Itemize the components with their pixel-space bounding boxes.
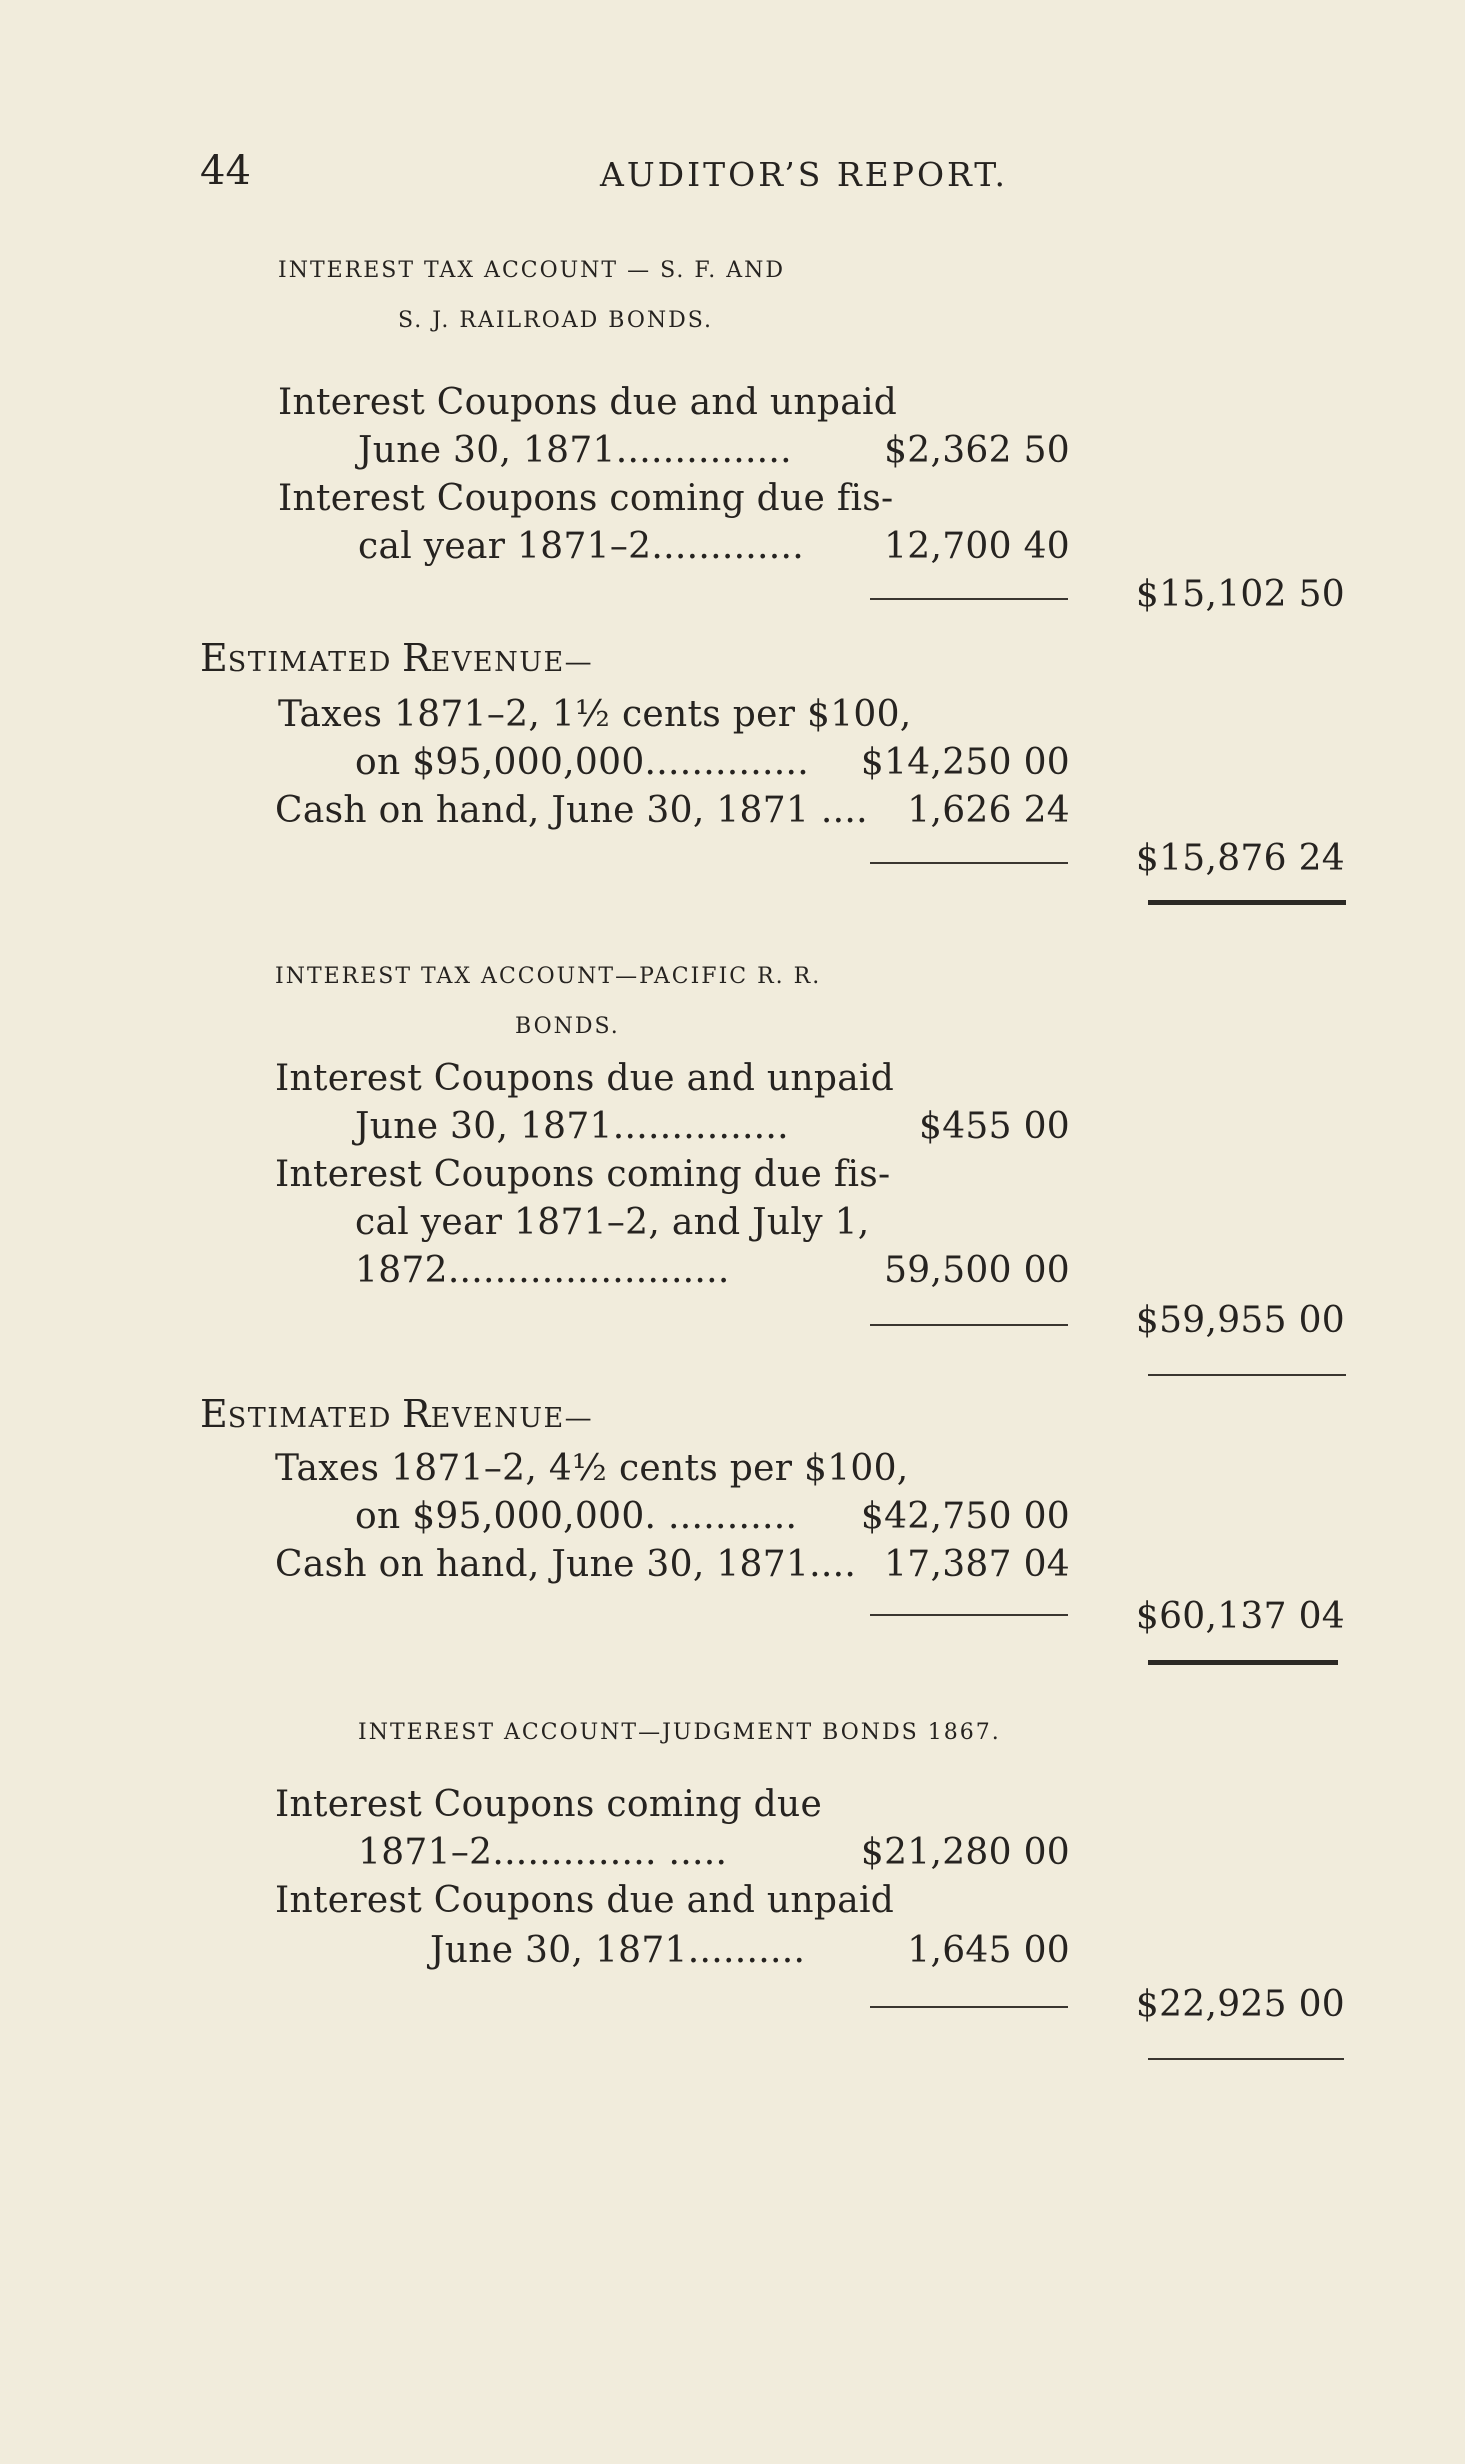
- section-total: $15,102 50: [1135, 574, 1345, 615]
- item-amount: 17,387 04: [884, 1544, 1070, 1585]
- item-line: cal year 1871–2.............: [358, 526, 805, 567]
- section-total: $60,137 04: [1135, 1596, 1345, 1637]
- subtotal-rule: [870, 598, 1068, 600]
- section-total: $59,955 00: [1135, 1300, 1345, 1341]
- item-line: Interest Coupons coming due fis-: [278, 478, 894, 519]
- subtotal-rule: [870, 1614, 1068, 1616]
- section-title-pacific-line2: BONDS.: [515, 1014, 620, 1039]
- item-line: June 30, 1871...............: [358, 430, 792, 471]
- subtotal-rule: [870, 1324, 1068, 1326]
- revenue-heading: ESTIMATED REVENUE—: [200, 1392, 594, 1436]
- item-line: on $95,000,000..............: [355, 742, 809, 783]
- revenue-heading: ESTIMATED REVENUE—: [200, 636, 594, 680]
- item-amount: 12,700 40: [884, 526, 1070, 567]
- item-line: on $95,000,000. ...........: [355, 1496, 798, 1537]
- item-line: Interest Coupons coming due fis-: [275, 1154, 891, 1195]
- page-number: 44: [200, 148, 251, 194]
- item-amount: 59,500 00: [884, 1250, 1070, 1291]
- subtotal-rule: [870, 2006, 1068, 2008]
- item-line: 1872........................: [355, 1250, 730, 1291]
- item-line: June 30, 1871..........: [430, 1930, 806, 1971]
- total-double-rule: [1148, 900, 1346, 905]
- item-amount: $42,750 00: [860, 1496, 1070, 1537]
- item-amount: 1,626 24: [907, 790, 1070, 831]
- item-amount: $14,250 00: [860, 742, 1070, 783]
- section-title-sf-sj-line2: S. J. RAILROAD BONDS.: [398, 308, 714, 333]
- item-amount: $21,280 00: [860, 1832, 1070, 1873]
- item-line: Interest Coupons coming due: [275, 1784, 823, 1825]
- item-line: Interest Coupons due and unpaid: [275, 1058, 895, 1099]
- item-line: Cash on hand, June 30, 1871....: [275, 1544, 857, 1585]
- item-line: Interest Coupons due and unpaid: [275, 1880, 895, 1921]
- item-line: Taxes 1871–2, 4½ cents per $100,: [275, 1448, 909, 1489]
- section-total: $15,876 24: [1135, 838, 1345, 879]
- item-line: Taxes 1871–2, 1½ cents per $100,: [278, 694, 912, 735]
- section-title-pacific-line1: INTEREST TAX ACCOUNT—PACIFIC R. R.: [275, 964, 822, 989]
- total-double-rule: [1148, 1660, 1338, 1665]
- item-line: cal year 1871–2, and July 1,: [355, 1202, 870, 1243]
- item-line: 1871–2.............. .....: [358, 1832, 728, 1873]
- item-amount: $455 00: [919, 1106, 1070, 1147]
- total-rule: [1148, 2058, 1344, 2060]
- page-header-title: AUDITOR’S REPORT.: [600, 155, 1008, 194]
- section-title-sf-sj-line1: INTEREST TAX ACCOUNT — S. F. AND: [278, 258, 785, 283]
- total-rule: [1148, 1374, 1346, 1376]
- item-line: June 30, 1871...............: [355, 1106, 789, 1147]
- subtotal-rule: [870, 862, 1068, 864]
- item-line: Interest Coupons due and unpaid: [278, 382, 898, 423]
- item-line: Cash on hand, June 30, 1871 ....: [275, 790, 868, 831]
- item-amount: $2,362 50: [884, 430, 1070, 471]
- section-total: $22,925 00: [1135, 1984, 1345, 2025]
- item-amount: 1,645 00: [907, 1930, 1070, 1971]
- section-title-judgment: INTEREST ACCOUNT—JUDGMENT BONDS 1867.: [358, 1720, 1001, 1745]
